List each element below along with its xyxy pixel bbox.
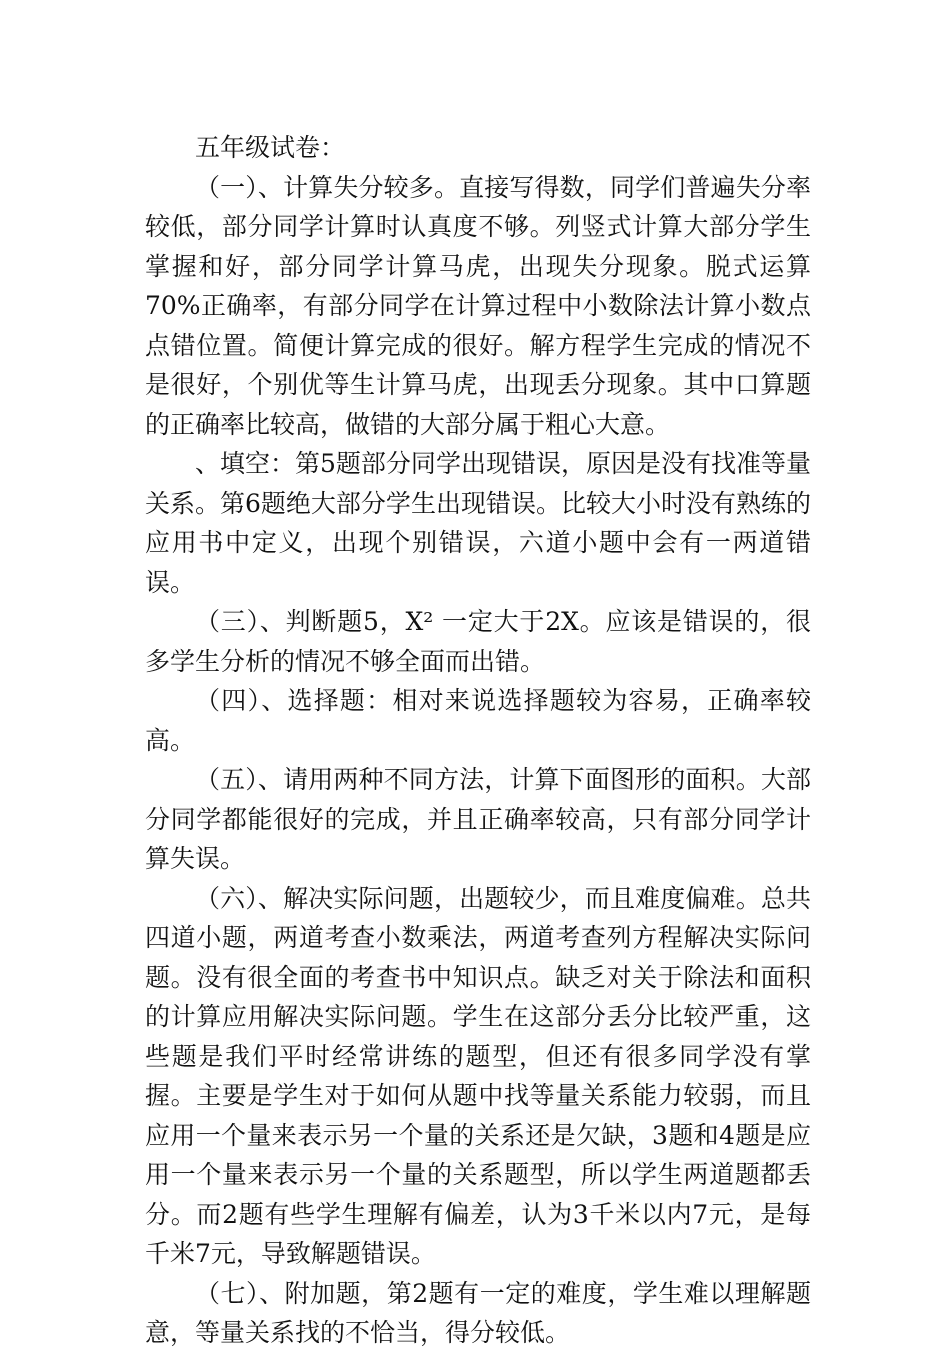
paragraph-area-calculation: （五）、请用两种不同方法，计算下面图形的面积。大部分同学都能很好的完成，并且正确率较高，只有部分同学计算失误。 bbox=[145, 765, 811, 873]
paragraph-calculation: （一）、计算失分较多。直接写得数，同学们普遍失分率较低，部分同学计算时认真度不够。列竖式计算大部分学生掌握和好，部分同学计算马虎，出现失分现象。脱式运算70%正确率，有部分同学在计算过程中小数除法计算小数点点错位置。简便计算完成的很好。解方程学生完成的情况不是很好，个别优等生计算马虎，出现丢分现象。其中口算题的正确率比较高，做错的大部分属于粗心大意。 bbox=[145, 172, 811, 439]
paragraph-multiple-choice: （四）、选择题：相对来说选择题较为容易，正确率较高。 bbox=[145, 686, 811, 755]
paragraph-true-false: （三）、判断题5，X² 一定大于2X。应该是错误的，很多学生分析的情况不够全面而出错。 bbox=[145, 607, 811, 676]
paragraph-fill-blank: 、填空：第5题部分同学出现错误，原因是没有找准等量关系。第6题绝大部分学生出现错误。比较大小时没有熟练的应用书中定义，出现个别错误，六道小题中会有一两道错误。 bbox=[145, 449, 811, 597]
paragraph-word-problems: （六）、解决实际问题，出题较少，而且难度偏难。总共四道小题，两道考查小数乘法，两道考查列方程解决实际问题。没有很全面的考查书中知识点。缺乏对关于除法和面积的计算应用解决实际问题。学生在这部分丢分比较严重，这些题是我们平时经常讲练的题型，但还有很多同学没有掌握。主要是学生对于如何从题中找等量关系能力较弱，而且应用一个量来表示另一个量的关系还是欠缺，3题和4题是应用一个量来表示另一个量的关系题型，所以学生两道题都丢分。而2题有些学生理解有偏差，认为3千米以内7元，是每千米7元，导致解题错误。 bbox=[145, 883, 811, 1268]
document-body bbox=[145, 128, 811, 1353]
paragraph-bonus-question: （七）、附加题，第2题有一定的难度，学生难以理解题意，等量关系找的不恰当，得分较低。 bbox=[145, 1278, 811, 1347]
section-heading: 五年级试卷： bbox=[195, 133, 346, 162]
